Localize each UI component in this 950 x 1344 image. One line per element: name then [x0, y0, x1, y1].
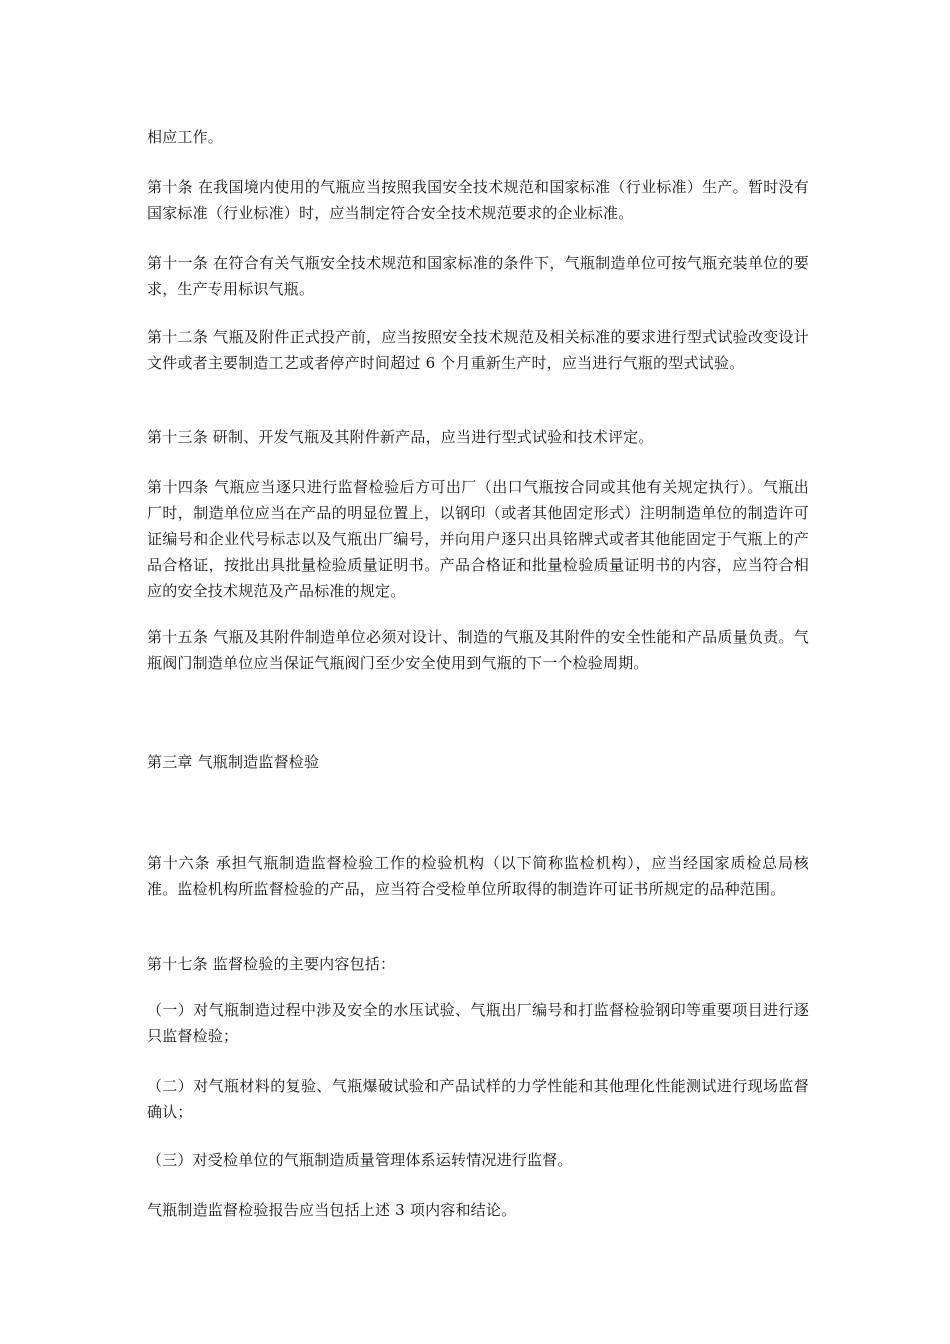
article-13: 第十三条 研制、开发气瓶及其附件新产品，应当进行型式试验和技术评定。 [147, 428, 654, 446]
article-15: 第十五条 气瓶及其附件制造单位必须对设计、制造的气瓶及其附件的安全性能和产品质量负责。气瓶阀门制造单位应当保证气瓶阀门至少安全使用到气瓶的下一个检验周期。 [147, 628, 809, 672]
article-17-item-2: （二）对气瓶材料的复验、气瓶爆破试验和产品试样的力学性能和其他理化性能测试进行现场监督确认； [147, 1077, 809, 1121]
report-requirement: 气瓶制造监督检验报告应当包括上述 3 项内容和结论。 [147, 1201, 517, 1219]
article-17-item-3: （三）对受检单位的气瓶制造质量管理体系运转情况进行监督。 [147, 1151, 573, 1169]
paragraph-continuation: 相应工作。 [147, 128, 224, 146]
article-14: 第十四条 气瓶应当逐只进行监督检验后方可出厂（出口气瓶按合同或其他有关规定执行）。气瓶出厂时，制造单位应当在产品的明显位置上，以钢印（或者其他固定形式）注明制造单位的制造许可证编号和企业代号标志以及气瓶出厂编号，并向用户逐只出具铭牌式或者其他能固定于气瓶上的产品合格证，按批出具批量检验质量证明书。产品合格证和批量检验质量证明书的内容，应当符合相应的安全技术规范及产品标准的规定。 [147, 478, 809, 600]
article-17-item-1: （一）对气瓶制造过程中涉及安全的水压试验、气瓶出厂编号和打监督检验钢印等重要项目进行逐只监督检验； [147, 1001, 809, 1045]
article-11: 第十一条 在符合有关气瓶安全技术规范和国家标准的条件下，气瓶制造单位可按气瓶充装单位的要求，生产专用标识气瓶。 [147, 254, 809, 298]
article-10: 第十条 在我国境内使用的气瓶应当按照我国安全技术规范和国家标准（行业标准）生产。暂时没有国家标准（行业标准）时，应当制定符合安全技术规范要求的企业标准。 [147, 178, 809, 222]
article-12: 第十二条 气瓶及附件正式投产前，应当按照安全技术规范及相关标准的要求进行型式试验改变设计文件或者主要制造工艺或者停产时间超过 6 个月重新生产时，应当进行气瓶的型式试验。 [147, 328, 809, 372]
article-16: 第十六条 承担气瓶制造监督检验工作的检验机构（以下简称监检机构），应当经国家质检总局核准。监检机构所监督检验的产品，应当符合受检单位所取得的制造许可证书所规定的品种范围。 [147, 854, 809, 898]
chapter-3-heading: 第三章 气瓶制造监督检验 [147, 753, 320, 771]
article-17: 第十七条 监督检验的主要内容包括： [147, 955, 396, 973]
